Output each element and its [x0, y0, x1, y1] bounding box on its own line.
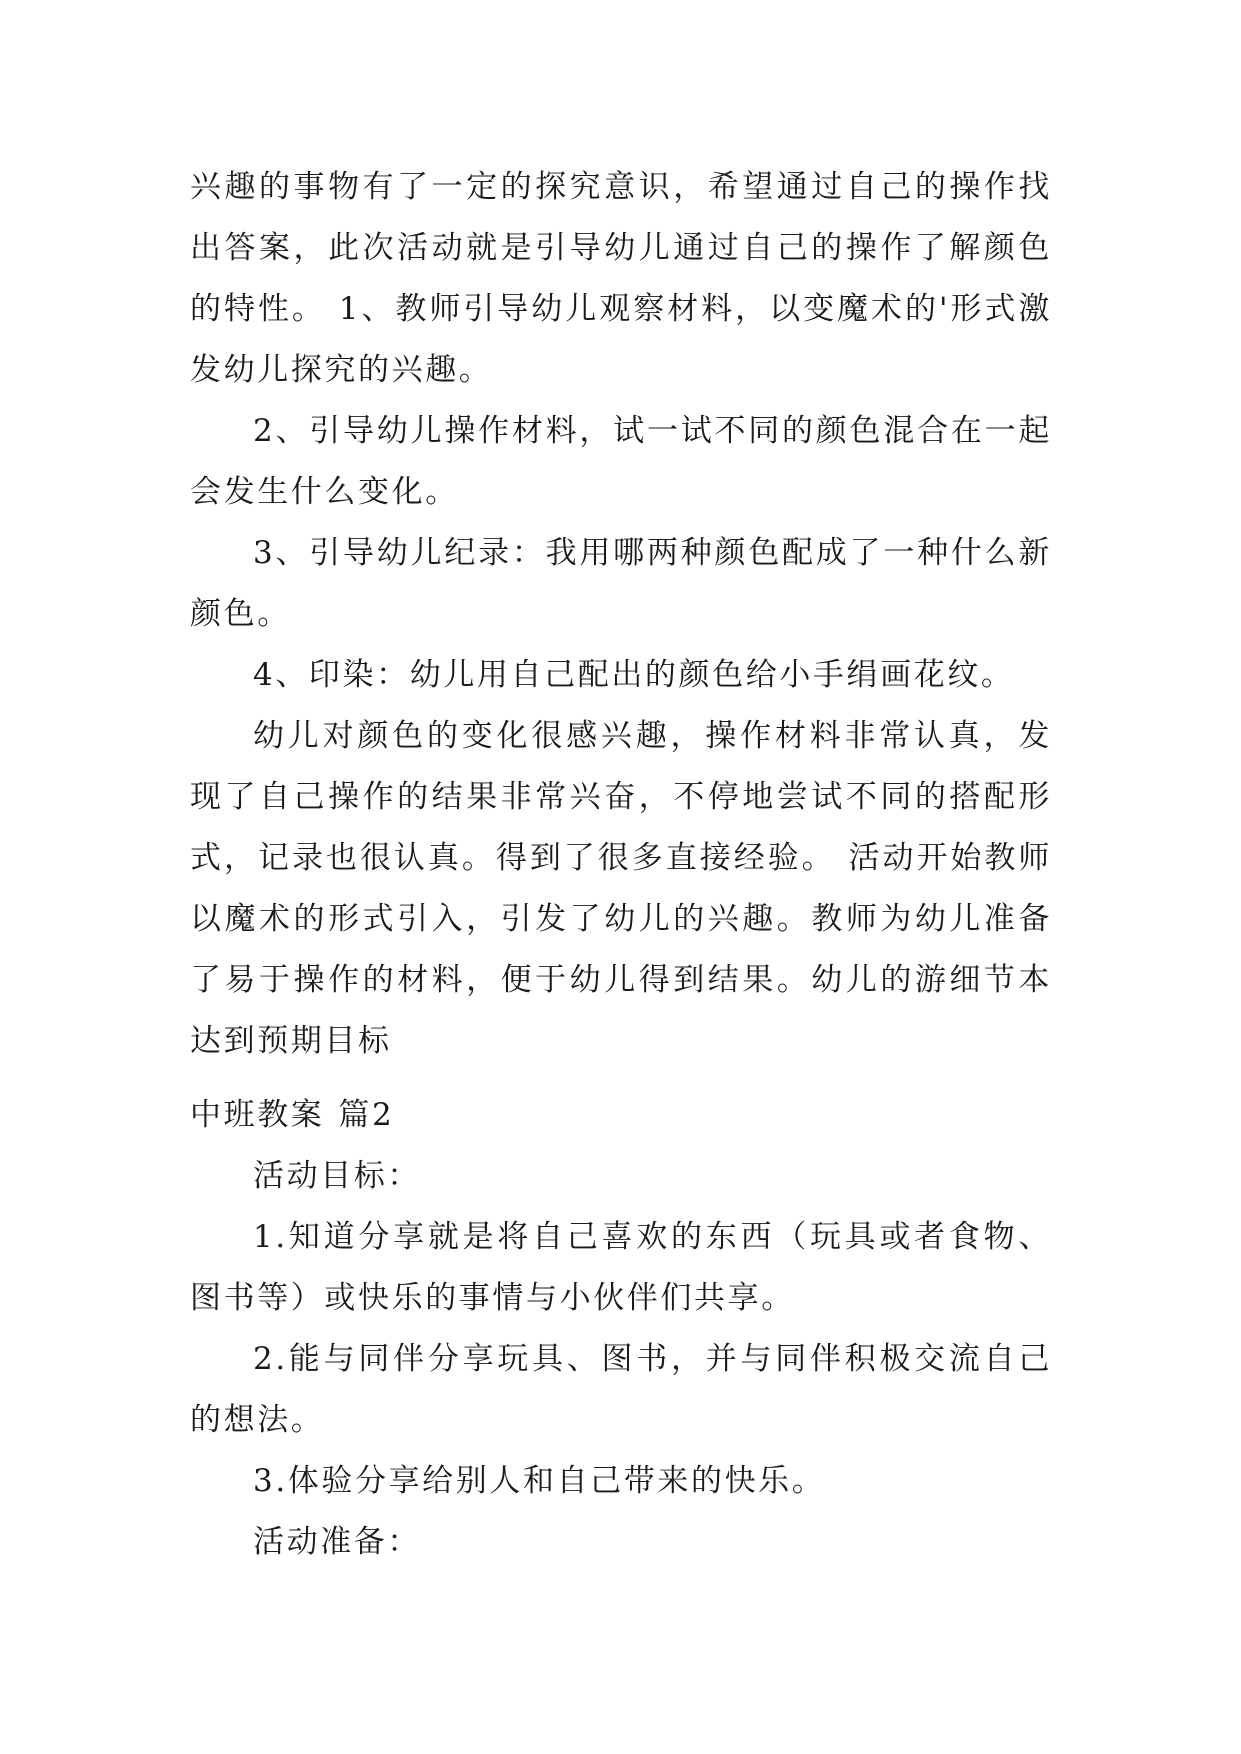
heading-activity-goals: 活动目标： — [253, 1158, 421, 1194]
heading-activity-preparation: 活动准备： — [253, 1524, 421, 1560]
goal-item-2: 2.能与同伴分享玩具、图书，并与同伴积极交流自己的想法。 — [190, 1341, 1052, 1438]
paragraph-step-4: 4、印染：幼儿用自己配出的颜色给小手绢画花纹。 — [253, 657, 1015, 693]
section-heading — [190, 1085, 1052, 1146]
paragraph-step-3: 3、引导幼儿纪录：我用哪两种颜色配成了一种什么新颜色。 — [190, 535, 1052, 632]
paragraph-step-2: 2、引导幼儿操作材料，试一试不同的颜色混合在一起会发生什么变化。 — [190, 413, 1052, 510]
section-number: 篇2 — [338, 1097, 395, 1133]
paragraph-intro: 兴趣的事物有了一定的探究意识，希望通过自己的操作找出答案，此次活动就是引导幼儿通过自己的操作了解颜色的特性。 1、教师引导幼儿观察材料，以变魔术的'形式激发幼儿探究的兴趣。 — [190, 169, 1052, 388]
section-title: 中班教案 — [190, 1097, 325, 1133]
document-body-part2 — [190, 1085, 1052, 1573]
document-body-part1 — [190, 157, 1052, 1072]
paragraph-reflection: 幼儿对颜色的变化很感兴趣，操作材料非常认真，发现了自己操作的结果非常兴奋，不停地尝试不同的搭配形式，记录也很认真。得到了很多直接经验。 活动开始教师以魔术的形式引入，引发了幼儿的兴趣。教师为幼儿准备了易于操作的材料，便于幼儿得到结果。幼儿的游细节本达到预期目标 — [190, 718, 1052, 1059]
goal-item-1: 1.知道分享就是将自己喜欢的东西（玩具或者食物、图书等）或快乐的事情与小伙伴们共享。 — [190, 1219, 1052, 1316]
goal-item-3: 3.体验分享给别人和自己带来的快乐。 — [253, 1463, 826, 1499]
